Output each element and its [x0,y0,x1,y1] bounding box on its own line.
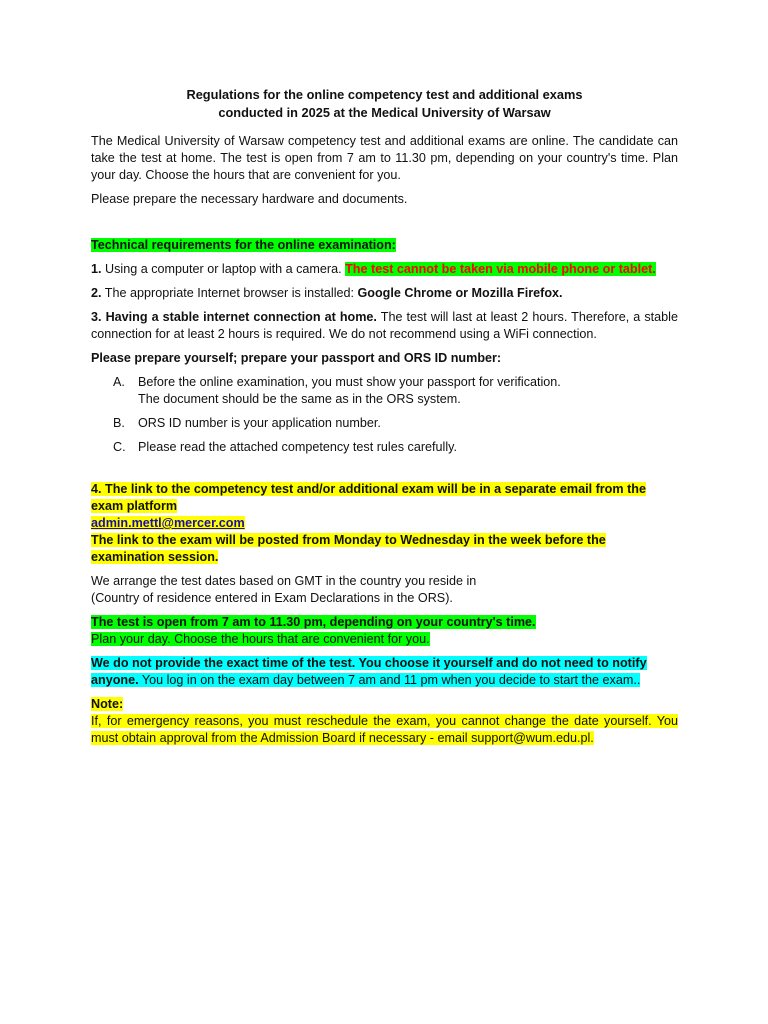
exact-time-text: You log in on the exam day between 7 am and 11 pm when you decide to start the exam.. [138,673,641,687]
requirement-1-number: 1. [91,262,102,276]
list-marker: C. [113,440,126,454]
requirement-2-text: The appropriate Internet browser is installed: [101,286,358,300]
exact-time-paragraph [91,655,678,689]
spacer [91,215,678,237]
list-item [113,374,678,408]
list-item-content [138,374,678,408]
test-open-paragraph [91,614,678,648]
exam-link-section [91,481,678,566]
requirement-2-browsers: Google Chrome or Mozilla Firefox. [357,286,563,300]
requirement-3 [91,309,678,343]
requirement-1-warning: The test cannot be taken via mobile phone or tablet. [345,262,656,276]
list-marker: A. [113,375,125,389]
title-line-1: Regulations for the online competency test and additional exams [186,87,583,102]
note-heading: Note: [91,697,124,711]
test-open-bold: The test is open from 7 am to 11.30 pm, depending on your country's time. [91,615,536,629]
gmt-line-1: We arrange the test dates based on GMT in the country you reside in [91,574,477,588]
list-item-line: Before the online examination, you must show your passport for verification. [138,375,561,389]
list-item-line: The document should be the same as in the ORS system. [138,392,461,406]
prepare-paragraph: Please prepare the necessary hardware and documents. [91,192,408,206]
note-text: If, for emergency reasons, you must reschedule the exam, you cannot change the date yourself. You must obtain approval from the Admission Board if necessary - email support@wum.edu.pl. [91,714,678,745]
passport-heading: Please prepare yourself; prepare your passport and ORS ID number: [91,351,502,365]
list-item-content: ORS ID number is your application number. [138,416,381,430]
requirement-3-bold: Having a stable internet connection at home. [101,310,377,324]
list-item [113,415,678,432]
exam-platform-email-link[interactable]: admin.mettl@mercer.com [91,516,245,530]
gmt-paragraph [91,573,678,607]
tech-heading-text: Technical requirements for the online examination: [91,238,396,252]
test-open-plan: Plan your day. Choose the hours that are convenient for you. [91,632,430,646]
preparation-list [91,374,678,456]
note-paragraph [91,696,678,747]
requirement-3-text: The test will last at least 2 hours. Therefore, a stable connection for at least 2 hours is required. We do not recommend using a WiFi connection. [91,310,678,341]
list-marker: B. [113,416,125,430]
gmt-line-2: (Country of residence entered in Exam Declarations in the ORS). [91,591,453,605]
requirement-1 [91,261,678,278]
spacer [91,463,678,481]
list-item [113,439,678,456]
requirement-2-number: 2. [91,286,102,300]
list-item-content: Please read the attached competency test rules carefully. [138,440,457,454]
exact-time-bold: We do not provide the exact time of the test. You choose it yourself and do not need to notify anyone. [91,656,647,687]
tech-requirements-heading [91,237,678,254]
title-line-2: conducted in 2025 at the Medical University of Warsaw [218,105,551,120]
exam-link-heading: 4. The link to the competency test and/or additional exam will be in a separate email from the exam platform [91,482,646,513]
document-title [91,86,678,122]
requirement-3-number: 3. [91,310,102,324]
exam-link-posted: The link to the exam will be posted from Monday to Wednesday in the week before the examination session. [91,533,606,564]
intro-paragraph: The Medical University of Warsaw competency test and additional exams are online. The candidate can take the test at home. The test is open from 7 am to 11.30 pm, depending on your country's time. Plan your day. Choose the hours that are convenient for you. [91,134,678,182]
requirement-1-text: Using a computer or laptop with a camera. [101,262,346,276]
requirement-2 [91,285,678,302]
